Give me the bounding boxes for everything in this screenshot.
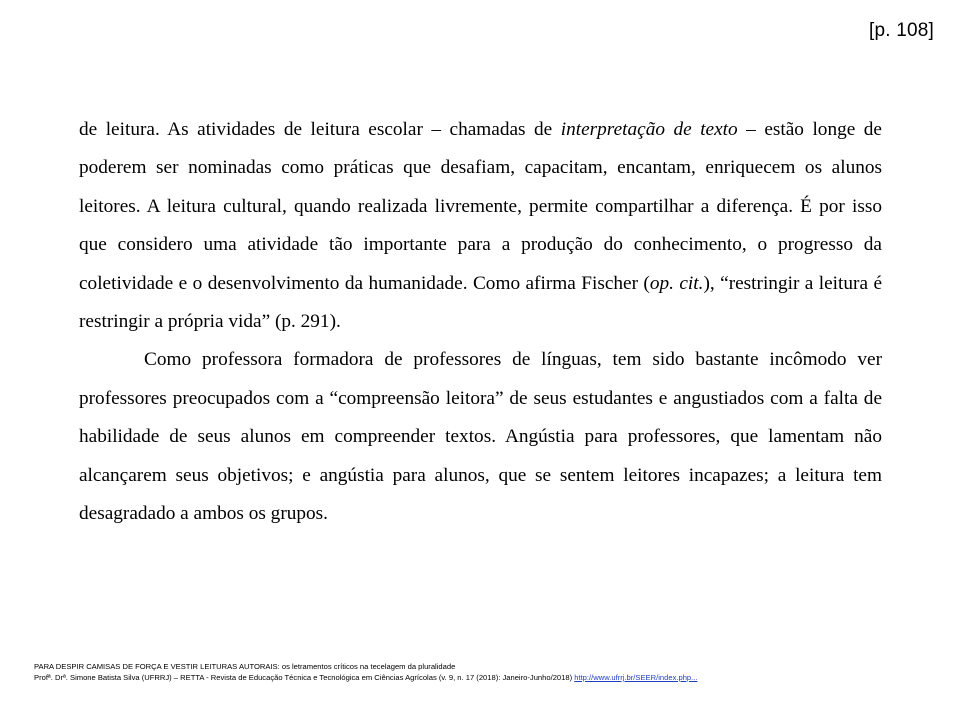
- paragraph-2: Como professora formadora de professores de línguas, tem sido bastante incômodo ver professores preocupados com a “compreensão leitora” de seus estudantes e angustiados com a falta de habilidade de seus alunos em compreender textos. Angústia para professores, que lamentam não alcançarem seus objetivos; e angústia para alunos, que se sentem leitores incapazes; a leitura tem desagradado a ambos os grupos.: [79, 349, 882, 525]
- footer-citation: [34, 672, 934, 683]
- footer-link[interactable]: http://www.ufrrj.br/SEER/index.php...: [574, 673, 698, 682]
- footer: [34, 661, 934, 683]
- paragraph-1-italic-citation: op. cit.: [649, 272, 704, 294]
- paragraph-1-part-2: – estão longe de poderem ser nominadas como práticas que desafiam, capacitam, encantam, enriquecem os alunos leitores. A leitura cultural, quando realizada livremente, permite compartilhar a diferença. É por isso que considero uma atividade tão importante para a produção do conhecimento, o progresso da coletividade e o desenvolvimento da humanidade. Como afirma Fischer (: [79, 119, 882, 294]
- footer-title: PARA DESPIR CAMISAS DE FORÇA E VESTIR LEITURAS AUTORAIS: os letramentos críticos na tecelagem da pluralidade: [34, 662, 456, 671]
- paragraph-1-italic-term: interpretação de texto: [560, 119, 738, 140]
- footer-citation-text: Profª. Drª. Simone Batista Silva (UFRRJ) – RETTA - Revista de Educação Técnica e Tecnológica em Ciências Agrícolas (v. 9, n. 17 (2018): Janeiro-Junho/2018): [34, 673, 575, 682]
- body-text: [79, 111, 882, 533]
- page-number: [p. 108]: [869, 20, 934, 41]
- paragraph-1-part-1: de leitura. As atividades de leitura escolar – chamadas de: [79, 119, 561, 140]
- paragraph-1: [79, 111, 882, 341]
- paragraph-1-part-3: ), “restringir a leitura é restringir a própria vida” (p. 291).: [79, 272, 882, 333]
